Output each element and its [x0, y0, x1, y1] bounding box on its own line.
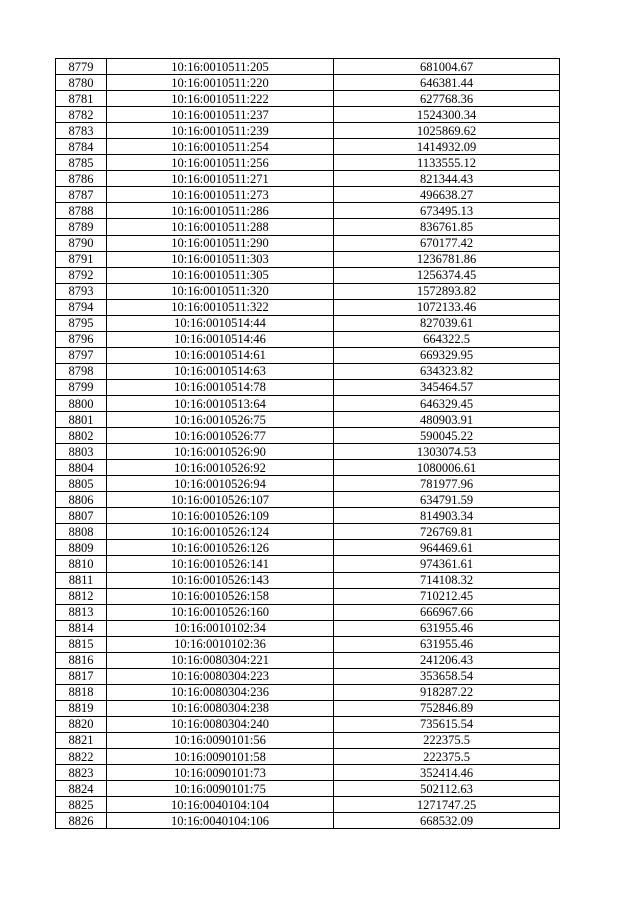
value-cell: 821344.43: [334, 171, 560, 187]
cadastral-number-cell: 10:16:0010526:141: [107, 556, 334, 572]
table-row: [56, 749, 560, 765]
value-cell: 836761.85: [334, 219, 560, 235]
row-number-cell: 8810: [56, 556, 107, 572]
cadastral-number-cell: 10:16:0010102:36: [107, 636, 334, 652]
value-cell: 590045.22: [334, 428, 560, 444]
cadastral-number-cell: 10:16:0010511:222: [107, 91, 334, 107]
table-row: [56, 395, 560, 411]
table-row: [56, 524, 560, 540]
table-row: [56, 700, 560, 716]
value-cell: 726769.81: [334, 524, 560, 540]
cadastral-number-cell: 10:16:0010102:34: [107, 620, 334, 636]
cadastral-number-cell: 10:16:0010526:124: [107, 524, 334, 540]
row-number-cell: 8826: [56, 813, 107, 829]
value-cell: 353658.54: [334, 668, 560, 684]
table-row: [56, 331, 560, 347]
table-row: [56, 203, 560, 219]
cadastral-number-cell: 10:16:0080304:236: [107, 684, 334, 700]
cadastral-number-cell: 10:16:0040104:104: [107, 797, 334, 813]
value-cell: 664322.5: [334, 331, 560, 347]
row-number-cell: 8783: [56, 123, 107, 139]
cadastral-number-cell: 10:16:0010511:220: [107, 75, 334, 91]
value-cell: 631955.46: [334, 620, 560, 636]
table-row: [56, 460, 560, 476]
cadastral-number-cell: 10:16:0010514:44: [107, 315, 334, 331]
table-row: [56, 171, 560, 187]
cadastral-number-cell: 10:16:0090101:73: [107, 765, 334, 781]
value-cell: 502112.63: [334, 781, 560, 797]
row-number-cell: 8790: [56, 235, 107, 251]
table-row: [56, 797, 560, 813]
row-number-cell: 8814: [56, 620, 107, 636]
table-row: [56, 379, 560, 395]
row-number-cell: 8813: [56, 604, 107, 620]
cadastral-number-cell: 10:16:0010526:107: [107, 492, 334, 508]
value-cell: 781977.96: [334, 476, 560, 492]
row-number-cell: 8784: [56, 139, 107, 155]
row-number-cell: 8815: [56, 636, 107, 652]
value-cell: 646381.44: [334, 75, 560, 91]
row-number-cell: 8817: [56, 668, 107, 684]
cadastral-number-cell: 10:16:0040104:106: [107, 813, 334, 829]
row-number-cell: 8804: [56, 460, 107, 476]
cadastral-number-cell: 10:16:0010511:286: [107, 203, 334, 219]
cadastral-number-cell: 10:16:0010514:78: [107, 379, 334, 395]
cadastral-number-cell: 10:16:0010526:158: [107, 588, 334, 604]
cadastral-number-cell: 10:16:0010514:46: [107, 331, 334, 347]
value-cell: 669329.95: [334, 347, 560, 363]
value-cell: 1256374.45: [334, 267, 560, 283]
row-number-cell: 8816: [56, 652, 107, 668]
value-cell: 241206.43: [334, 652, 560, 668]
row-number-cell: 8793: [56, 283, 107, 299]
value-cell: 752846.89: [334, 700, 560, 716]
row-number-cell: 8798: [56, 363, 107, 379]
value-cell: 974361.61: [334, 556, 560, 572]
cadastral-number-cell: 10:16:0010513:64: [107, 395, 334, 411]
cadastral-number-cell: 10:16:0010511:290: [107, 235, 334, 251]
table-row: [56, 139, 560, 155]
cadastral-number-cell: 10:16:0010511:320: [107, 283, 334, 299]
value-cell: 1414932.09: [334, 139, 560, 155]
cadastral-number-cell: 10:16:0090101:56: [107, 732, 334, 748]
value-cell: 1133555.12: [334, 155, 560, 171]
table-row: [56, 155, 560, 171]
table-row: [56, 363, 560, 379]
table-row: [56, 428, 560, 444]
row-number-cell: 8785: [56, 155, 107, 171]
table-row: [56, 283, 560, 299]
row-number-cell: 8788: [56, 203, 107, 219]
cadastral-number-cell: 10:16:0010526:75: [107, 412, 334, 428]
table-row: [56, 716, 560, 732]
cadastral-number-cell: 10:16:0090101:58: [107, 749, 334, 765]
table-row: [56, 444, 560, 460]
table-row: [56, 781, 560, 797]
value-cell: 646329.45: [334, 395, 560, 411]
value-cell: 1236781.86: [334, 251, 560, 267]
cadastral-number-cell: 10:16:0010511:239: [107, 123, 334, 139]
value-cell: 673495.13: [334, 203, 560, 219]
table-row: [56, 620, 560, 636]
table-row: [56, 588, 560, 604]
value-cell: 1025869.62: [334, 123, 560, 139]
row-number-cell: 8801: [56, 412, 107, 428]
row-number-cell: 8808: [56, 524, 107, 540]
row-number-cell: 8821: [56, 732, 107, 748]
value-cell: 670177.42: [334, 235, 560, 251]
value-cell: 631955.46: [334, 636, 560, 652]
row-number-cell: 8796: [56, 331, 107, 347]
table-row: [56, 107, 560, 123]
row-number-cell: 8823: [56, 765, 107, 781]
cadastral-number-cell: 10:16:0010514:61: [107, 347, 334, 363]
cadastral-number-cell: 10:16:0010526:90: [107, 444, 334, 460]
table-row: [56, 347, 560, 363]
table-row: [56, 59, 560, 75]
table-row: [56, 572, 560, 588]
table-row: [56, 251, 560, 267]
cadastral-value-table: [55, 58, 560, 829]
row-number-cell: 8806: [56, 492, 107, 508]
cadastral-number-cell: 10:16:0010526:126: [107, 540, 334, 556]
cadastral-number-cell: 10:16:0090101:75: [107, 781, 334, 797]
value-cell: 827039.61: [334, 315, 560, 331]
value-cell: 222375.5: [334, 732, 560, 748]
row-number-cell: 8789: [56, 219, 107, 235]
value-cell: 814903.34: [334, 508, 560, 524]
row-number-cell: 8812: [56, 588, 107, 604]
row-number-cell: 8825: [56, 797, 107, 813]
value-cell: 1303074.53: [334, 444, 560, 460]
row-number-cell: 8807: [56, 508, 107, 524]
table-row: [56, 684, 560, 700]
table-row: [56, 492, 560, 508]
table-row: [56, 75, 560, 91]
value-cell: 668532.09: [334, 813, 560, 829]
row-number-cell: 8802: [56, 428, 107, 444]
value-cell: 918287.22: [334, 684, 560, 700]
row-number-cell: 8819: [56, 700, 107, 716]
row-number-cell: 8811: [56, 572, 107, 588]
table-row: [56, 123, 560, 139]
value-cell: 735615.54: [334, 716, 560, 732]
cadastral-number-cell: 10:16:0010526:143: [107, 572, 334, 588]
value-cell: 222375.5: [334, 749, 560, 765]
table-row: [56, 235, 560, 251]
cadastral-number-cell: 10:16:0080304:240: [107, 716, 334, 732]
row-number-cell: 8803: [56, 444, 107, 460]
cadastral-number-cell: 10:16:0010511:205: [107, 59, 334, 75]
cadastral-number-cell: 10:16:0010511:237: [107, 107, 334, 123]
table-row: [56, 556, 560, 572]
value-cell: 1080006.61: [334, 460, 560, 476]
row-number-cell: 8795: [56, 315, 107, 331]
row-number-cell: 8824: [56, 781, 107, 797]
cadastral-number-cell: 10:16:0010511:305: [107, 267, 334, 283]
row-number-cell: 8818: [56, 684, 107, 700]
cadastral-number-cell: 10:16:0010511:288: [107, 219, 334, 235]
table-row: [56, 765, 560, 781]
value-cell: 496638.27: [334, 187, 560, 203]
table-row: [56, 187, 560, 203]
value-cell: 1524300.34: [334, 107, 560, 123]
cadastral-number-cell: 10:16:0010511:322: [107, 299, 334, 315]
table-row: [56, 636, 560, 652]
table-row: [56, 315, 560, 331]
row-number-cell: 8782: [56, 107, 107, 123]
cadastral-number-cell: 10:16:0010526:160: [107, 604, 334, 620]
cadastral-number-cell: 10:16:0080304:238: [107, 700, 334, 716]
row-number-cell: 8794: [56, 299, 107, 315]
value-cell: 666967.66: [334, 604, 560, 620]
table-row: [56, 267, 560, 283]
cadastral-number-cell: 10:16:0010511:256: [107, 155, 334, 171]
value-cell: 1271747.25: [334, 797, 560, 813]
table-row: [56, 540, 560, 556]
table-row: [56, 412, 560, 428]
cadastral-number-cell: 10:16:0080304:223: [107, 668, 334, 684]
value-cell: 681004.67: [334, 59, 560, 75]
value-cell: 634323.82: [334, 363, 560, 379]
row-number-cell: 8799: [56, 379, 107, 395]
row-number-cell: 8780: [56, 75, 107, 91]
cadastral-number-cell: 10:16:0010511:254: [107, 139, 334, 155]
cadastral-number-cell: 10:16:0010526:94: [107, 476, 334, 492]
value-cell: 710212.45: [334, 588, 560, 604]
row-number-cell: 8792: [56, 267, 107, 283]
row-number-cell: 8797: [56, 347, 107, 363]
row-number-cell: 8779: [56, 59, 107, 75]
table-row: [56, 508, 560, 524]
value-cell: 714108.32: [334, 572, 560, 588]
value-cell: 345464.57: [334, 379, 560, 395]
cadastral-number-cell: 10:16:0010514:63: [107, 363, 334, 379]
row-number-cell: 8781: [56, 91, 107, 107]
table-row: [56, 219, 560, 235]
table-body: [56, 59, 560, 829]
value-cell: 634791.59: [334, 492, 560, 508]
value-cell: 1072133.46: [334, 299, 560, 315]
row-number-cell: 8791: [56, 251, 107, 267]
row-number-cell: 8809: [56, 540, 107, 556]
row-number-cell: 8822: [56, 749, 107, 765]
table-row: [56, 652, 560, 668]
cadastral-number-cell: 10:16:0010526:77: [107, 428, 334, 444]
cadastral-number-cell: 10:16:0080304:221: [107, 652, 334, 668]
table-row: [56, 668, 560, 684]
table-row: [56, 604, 560, 620]
table-row: [56, 91, 560, 107]
value-cell: 1572893.82: [334, 283, 560, 299]
value-cell: 964469.61: [334, 540, 560, 556]
row-number-cell: 8800: [56, 395, 107, 411]
row-number-cell: 8805: [56, 476, 107, 492]
value-cell: 627768.36: [334, 91, 560, 107]
table-row: [56, 299, 560, 315]
cadastral-number-cell: 10:16:0010511:273: [107, 187, 334, 203]
value-cell: 352414.46: [334, 765, 560, 781]
cadastral-number-cell: 10:16:0010511:271: [107, 171, 334, 187]
row-number-cell: 8820: [56, 716, 107, 732]
row-number-cell: 8787: [56, 187, 107, 203]
cadastral-number-cell: 10:16:0010526:92: [107, 460, 334, 476]
table-row: [56, 476, 560, 492]
value-cell: 480903.91: [334, 412, 560, 428]
cadastral-number-cell: 10:16:0010511:303: [107, 251, 334, 267]
table-row: [56, 732, 560, 748]
cadastral-number-cell: 10:16:0010526:109: [107, 508, 334, 524]
row-number-cell: 8786: [56, 171, 107, 187]
table-row: [56, 813, 560, 829]
